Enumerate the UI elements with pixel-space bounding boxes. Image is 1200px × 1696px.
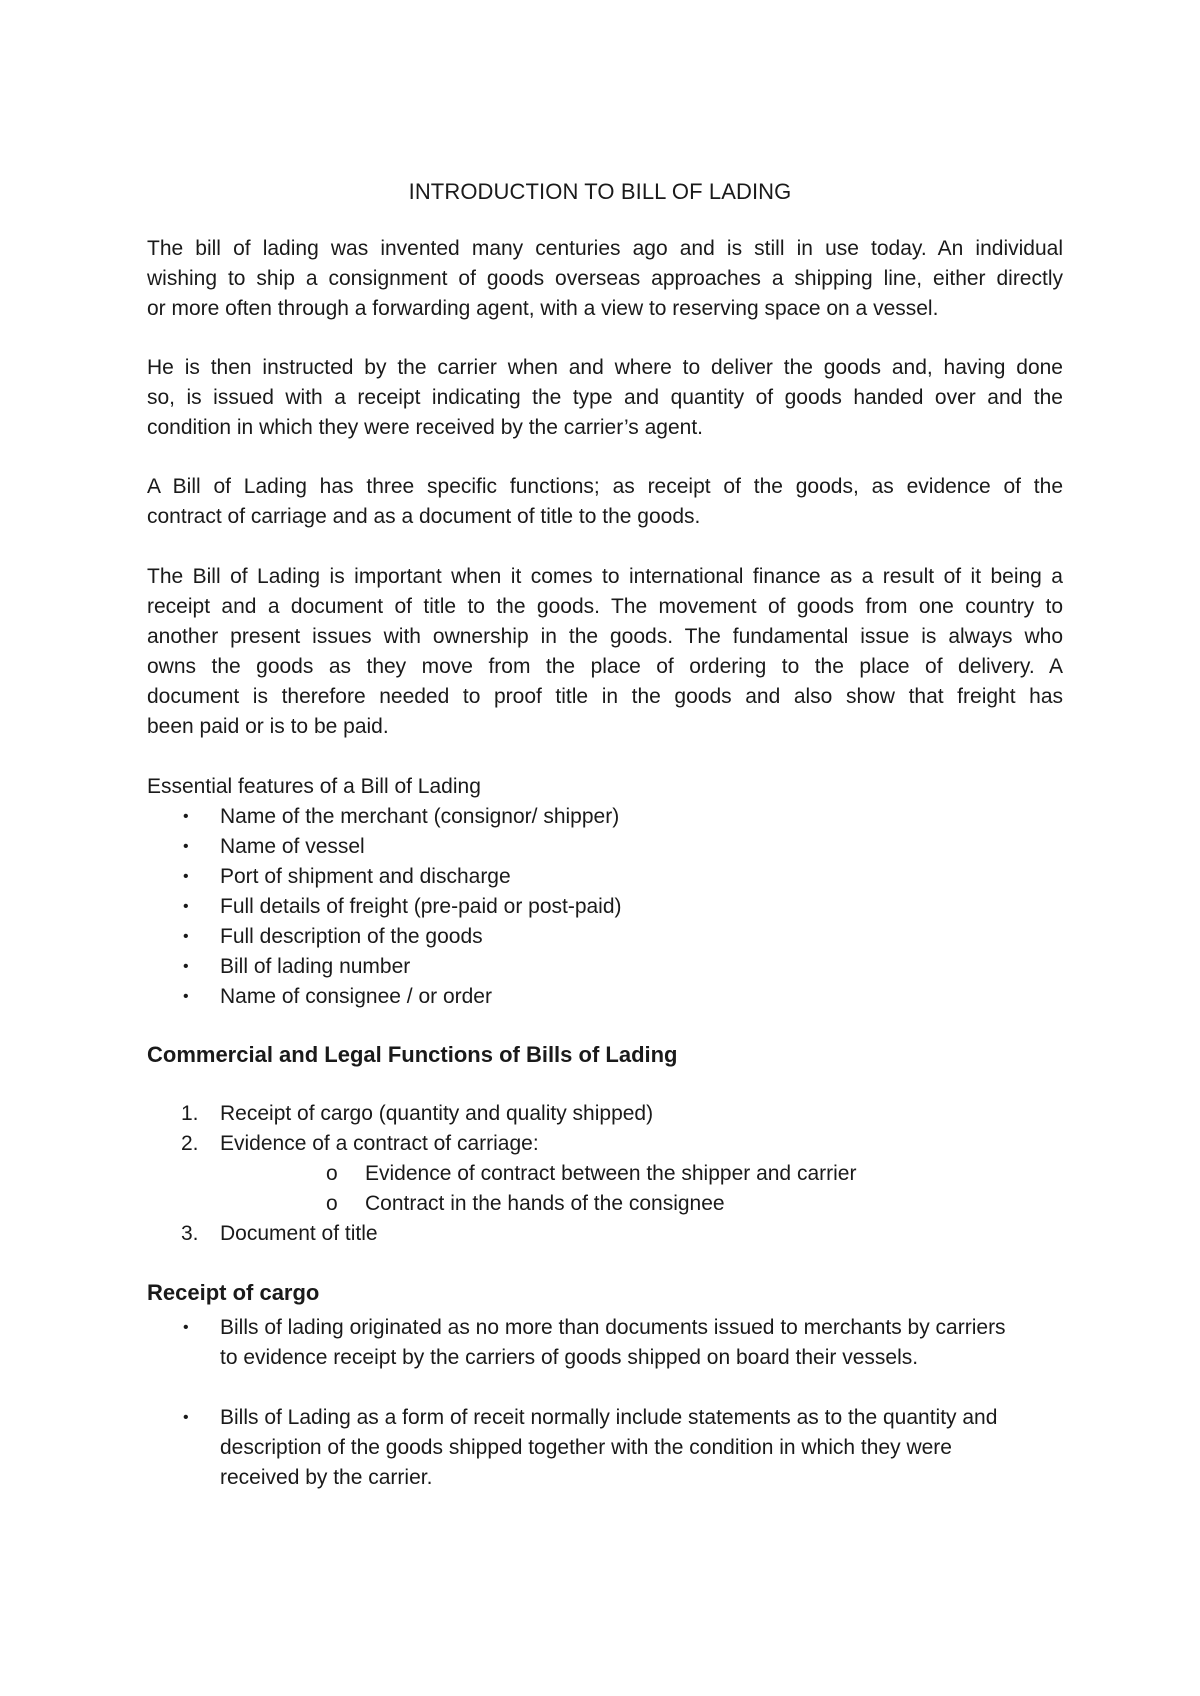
list-item-text: Name of vessel xyxy=(220,835,365,858)
list-item-text: Full description of the goods xyxy=(220,925,483,948)
numbered-item-text: Evidence of a contract of carriage: xyxy=(220,1132,539,1155)
receipt-list xyxy=(147,1403,1063,1493)
numbered-item xyxy=(147,1219,1063,1249)
list-item-line: description of the goods shipped together with the condition in which they were xyxy=(220,1436,952,1459)
paragraph-line: A Bill of Lading has three specific functions; as receipt of the goods, as evidence of the xyxy=(147,475,1063,498)
list-item-text: Name of consignee / or order xyxy=(220,985,492,1008)
paragraph-line: been paid or is to be paid. xyxy=(147,715,389,738)
list-item-text: Bill of lading number xyxy=(220,955,411,978)
list-item-line: Bills of Lading as a form of receit normally include statements as to the quantity and xyxy=(220,1406,998,1429)
bullet-icon: • xyxy=(183,1409,189,1426)
paragraph-functions xyxy=(147,472,1063,532)
list-item-line: received by the carrier. xyxy=(220,1466,433,1489)
bullet-icon: • xyxy=(183,988,189,1005)
receipt-list xyxy=(147,1313,1063,1373)
section-heading-receipt: Receipt of cargo xyxy=(147,1280,320,1305)
paragraph-line: The bill of lading was invented many centuries ago and is still in use today. An individual xyxy=(147,237,1063,260)
item-number: 2. xyxy=(181,1132,199,1155)
section-heading-functions: Commercial and Legal Functions of Bills of Lading xyxy=(147,1042,678,1067)
item-number: 1. xyxy=(181,1102,199,1125)
circle-bullet-icon: o xyxy=(326,1192,338,1215)
bullet-icon: • xyxy=(183,838,189,855)
list-item xyxy=(147,982,1063,1012)
numbered-item-text: Receipt of cargo (quantity and quality shipped) xyxy=(220,1102,654,1125)
list-item xyxy=(147,952,1063,982)
sublist-item xyxy=(147,1189,1063,1219)
list-item-line: Bills of lading originated as no more than documents issued to merchants by carriers xyxy=(220,1316,1006,1339)
circle-bullet-icon: o xyxy=(326,1162,338,1185)
paragraph-line: document is therefore needed to proof title in the goods and also show that freight has xyxy=(147,685,1063,708)
bullet-icon: • xyxy=(183,808,189,825)
list-item-text: Name of the merchant (consignor/ shipper) xyxy=(220,805,620,828)
evidence-sublist xyxy=(147,1159,1063,1219)
features-intro: Essential features of a Bill of Lading xyxy=(147,775,481,798)
list-item xyxy=(147,802,1063,832)
list-item xyxy=(147,1313,1063,1373)
paragraph-line: or more often through a forwarding agent, with a view to reserving space on a vessel. xyxy=(147,297,939,320)
functions-list xyxy=(147,1099,1063,1249)
paragraph-line: another present issues with ownership in the goods. The fundamental issue is always who xyxy=(147,625,1063,648)
paragraph-line: The Bill of Lading is important when it comes to international finance as a result of it being a xyxy=(147,565,1063,588)
paragraph-line: so, is issued with a receipt indicating the type and quantity of goods handed over and the xyxy=(147,386,1063,409)
paragraph-line: contract of carriage and as a document of title to the goods. xyxy=(147,505,701,528)
paragraph-line: condition in which they were received by the carrier’s agent. xyxy=(147,416,704,439)
list-item xyxy=(147,862,1063,892)
document-title: INTRODUCTION TO BILL OF LADING xyxy=(408,179,792,204)
paragraph-finance xyxy=(147,562,1063,742)
list-item-line: to evidence receipt by the carriers of goods shipped on board their vessels. xyxy=(220,1346,919,1369)
paragraph-carrier xyxy=(147,353,1063,443)
paragraph-intro xyxy=(147,234,1063,324)
numbered-item xyxy=(147,1129,1063,1219)
list-item xyxy=(147,922,1063,952)
numbered-item xyxy=(147,1099,1063,1129)
features-list xyxy=(147,802,1063,1012)
list-item xyxy=(147,1403,1063,1493)
list-item xyxy=(147,892,1063,922)
paragraph-line: He is then instructed by the carrier when and where to deliver the goods and, having done xyxy=(147,356,1063,379)
paragraph-line: wishing to ship a consignment of goods overseas approaches a shipping line, either directly xyxy=(147,267,1063,290)
sublist-item-text: Contract in the hands of the consignee xyxy=(365,1192,725,1215)
paragraph-line: owns the goods as they move from the place of ordering to the place of delivery. A xyxy=(147,655,1063,678)
bullet-icon: • xyxy=(183,958,189,975)
item-number: 3. xyxy=(181,1222,199,1245)
list-item-text: Full details of freight (pre-paid or post-paid) xyxy=(220,895,622,918)
bullet-icon: • xyxy=(183,928,189,945)
bullet-icon: • xyxy=(183,1319,189,1336)
sublist-item xyxy=(147,1159,1063,1189)
numbered-item-text: Document of title xyxy=(220,1222,378,1245)
list-item-text: Port of shipment and discharge xyxy=(220,865,511,888)
sublist-item-text: Evidence of contract between the shipper and carrier xyxy=(365,1162,857,1185)
paragraph-line: receipt and a document of title to the goods. The movement of goods from one country to xyxy=(147,595,1063,618)
bullet-icon: • xyxy=(183,868,189,885)
list-item xyxy=(147,832,1063,862)
bullet-icon: • xyxy=(183,898,189,915)
